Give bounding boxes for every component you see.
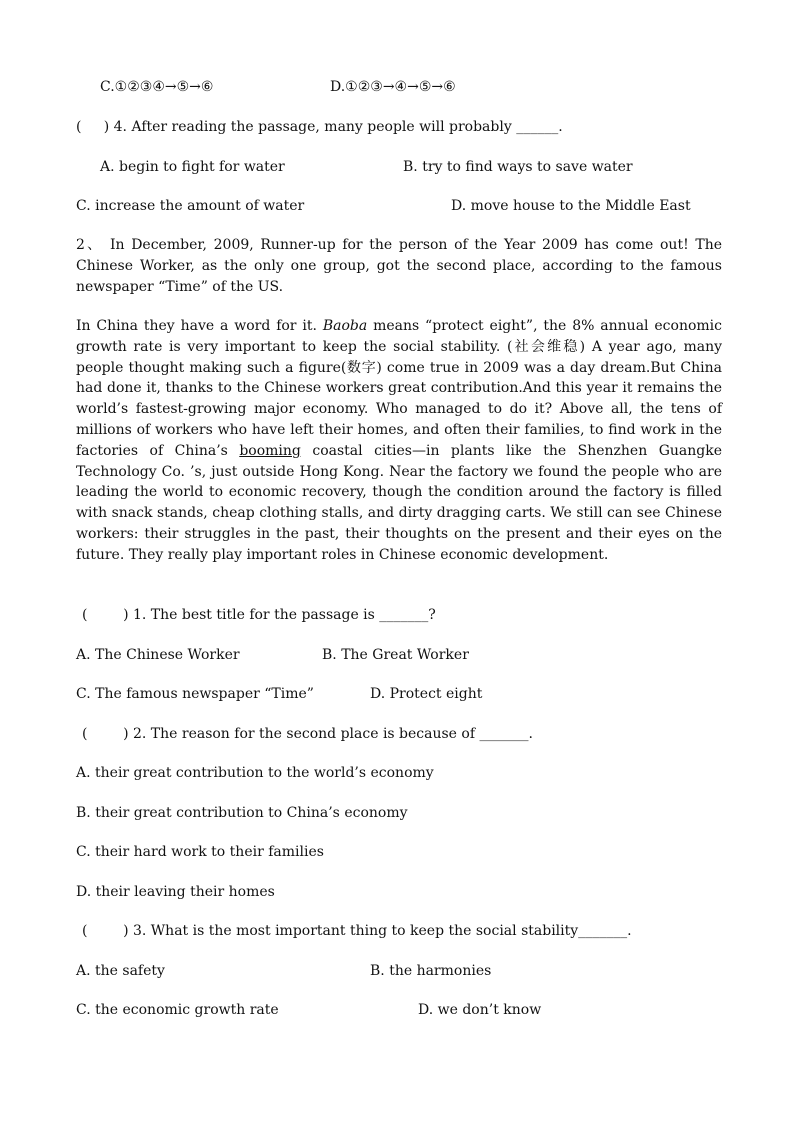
q4-paren-open: ( [76, 119, 82, 135]
q2-option-a: A. their great contribution to the world’s economy [76, 765, 434, 781]
passage-word-booming: booming [239, 442, 301, 459]
q2-stem: ( ) 2. The reason for the second place is because of _______. [82, 726, 533, 742]
q1-option-a: A. The Chinese Worker [76, 647, 240, 663]
q4-option-d: D. move house to the Middle East [451, 198, 691, 214]
q3-option-d: D. we don’t know [418, 1002, 542, 1018]
q1-option-b: B. The Great Worker [322, 647, 469, 663]
passage-2-body [76, 316, 722, 566]
q2-option-b: B. their great contribution to China’s economy [76, 805, 408, 821]
passage-word-baoba: Baoba [322, 318, 368, 334]
q4-stem [76, 117, 563, 137]
q3-option-c: C. the economic growth rate [76, 1002, 279, 1018]
q1-stem: ( ) 1. The best title for the passage is _______? [82, 607, 436, 623]
q3-stem: ( ) 3. What is the most important thing to keep the social stability_______. [82, 923, 632, 939]
q4-option-b: B. try to find ways to save water [403, 159, 633, 175]
q2-option-c: C. their hard work to their families [76, 844, 324, 860]
q3-option-a: A. the safety [76, 963, 165, 979]
option-d-ordering: D.①②③→④→⑤→⑥ [330, 79, 456, 95]
passage-2-intro: 2、 In December, 2009, Runner-up for the person of the Year 2009 has come out! The Chinese Worker, as the only one group, got the second place, according to the famous newspaper “Time” of the US. [76, 237, 722, 295]
q1-option-c: C. The famous newspaper “Time” [76, 686, 314, 702]
q3-option-b: B. the harmonies [370, 963, 492, 979]
q4-option-c: C. increase the amount of water [76, 198, 305, 214]
q4-option-a: A. begin to fight for water [100, 159, 285, 175]
q2-option-d: D. their leaving their homes [76, 884, 275, 900]
q1-option-d: D. Protect eight [370, 686, 483, 702]
option-c-ordering: C.①②③④→⑤→⑥ [100, 79, 214, 95]
q4-text: ) 4. After reading the passage, many people will probably ______. [103, 119, 563, 135]
passage-body-part-2: means “protect eight”, the 8% annual economic growth rate is very important to keep the social stability. (社会维稳) A year ago, many people thought making such a figure(数字) come true in 2009 was a day dream.But China had done it, thanks to the Chinese workers great contribution.And this year it remains the world’s fastest-growing major economy. Who managed to do it? Above all, the tens of millions of workers who have left their homes, and often their families, to find work in the factories of China’s [76, 318, 722, 459]
passage-body-part-1: In China they have a word for it. [76, 318, 323, 334]
passage-body-part-3: coastal cities—in plants like the Shenzhen Guangke Technology Co. ’s, just outside Hong Kong. Near the factory we found the people who are leading the world to economic recovery, though the condition around the factory is filled with snack stands, cheap clothing stalls, and dirty dragging carts. We still can see Chinese workers: their struggles in the past, their thoughts on the present and their eyes on the future. They really play important roles in Chinese economic development. [76, 442, 723, 563]
